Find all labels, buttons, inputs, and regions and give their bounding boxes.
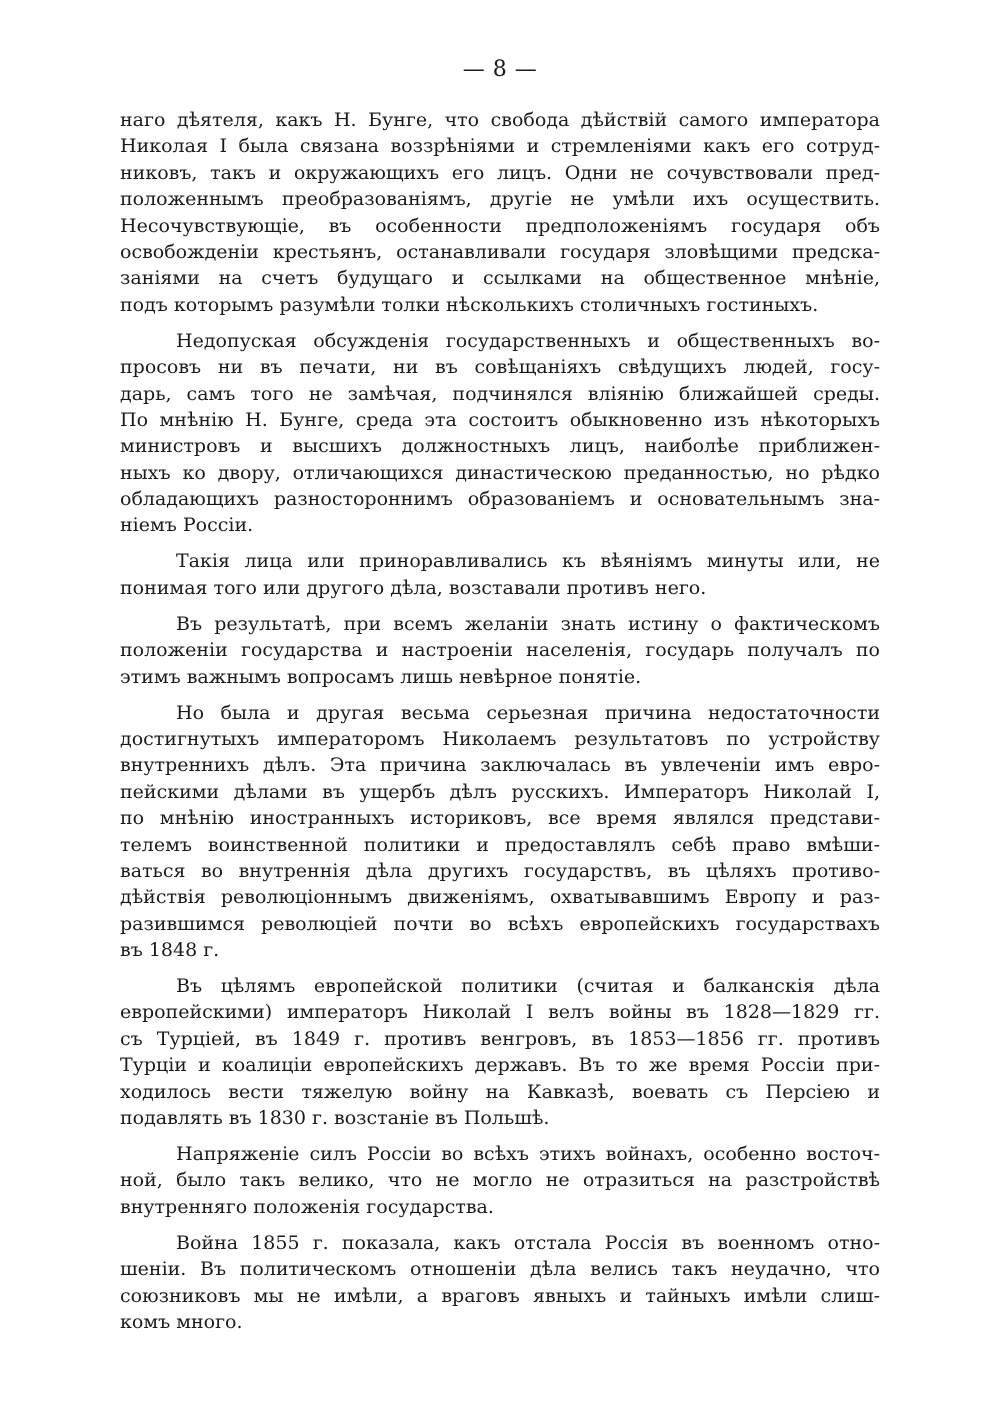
text-line: въ 1848 г. xyxy=(120,939,220,962)
text-line: Война 1855 г. показала, какъ отстала Россія въ военномъ отно- xyxy=(176,1231,880,1254)
text-line: по мнѣнію иностранныхъ историковъ, все время являлся представи- xyxy=(120,807,880,830)
text-line: просовъ ни въ печати, ни въ совѣщаніяхъ свѣдущихъ людей, госу- xyxy=(120,356,880,379)
paragraph xyxy=(120,548,880,601)
text-line: ходилось вести тяжелую войну на Кавказѣ, воевать съ Персіею и xyxy=(120,1080,880,1103)
text-line: подавлять въ 1830 г. возстаніе въ Польшѣ. xyxy=(120,1107,550,1130)
text-line: комъ много. xyxy=(120,1310,243,1333)
text-line: дарь, самъ того не замѣчая, подчинялся вліянію ближайшей среды. xyxy=(120,382,880,405)
text-line: никовъ, такъ и окружающихъ его лицъ. Одни не сочувствовали пред- xyxy=(120,161,880,184)
text-line: этимъ важнымъ вопросамъ лишь невѣрное понятіе. xyxy=(120,665,642,688)
text-line: Несочувствующіе, въ особенности предположеніямъ государя объ xyxy=(120,214,880,237)
paragraph xyxy=(120,1141,880,1220)
text-line: дѣйствія революціоннымъ движеніямъ, охватывавшимъ Европу и раз- xyxy=(120,886,880,909)
paragraph xyxy=(120,328,880,539)
text-line: пейскими дѣлами въ ущербъ дѣлъ русскихъ. Императоръ Николай I, xyxy=(120,780,880,803)
text-line: Николая I была связана воззрѣніями и стремленіями какъ его сотруд- xyxy=(120,135,880,158)
text-line: освобожденіи крестьянъ, останавливали государя зловѣщими предска- xyxy=(120,240,880,263)
text-line: положеннымъ преобразованіямъ, другіе не умѣли ихъ осуществить. xyxy=(120,188,880,211)
text-line: ной, было такъ велико, что не могло не отразиться на разстройствѣ xyxy=(120,1169,880,1192)
text-line: понимая того или другого дѣла, возставали противъ него. xyxy=(120,576,707,599)
text-line: Напряженіе силъ Россіи во всѣхъ этихъ войнахъ, особенно восточ- xyxy=(176,1143,880,1166)
paragraph xyxy=(120,700,880,964)
text-line: подъ которымъ разумѣли толки нѣсколькихъ столичныхъ гостиныхъ. xyxy=(120,293,819,316)
text-line: Но была и другая весьма серьезная причина недостаточности xyxy=(176,701,880,724)
text-line: По мнѣнію Н. Бунге, среда эта состоитъ обыкновенно изъ нѣкоторыхъ xyxy=(120,408,880,431)
text-line: Турціи и коалиціи европейскихъ державъ. Въ то же время Россіи при- xyxy=(120,1054,880,1077)
text-line: шеніи. Въ политическомъ отношеніи дѣла велись такъ неудачно, что xyxy=(120,1258,880,1281)
text-line: телемъ воинственной политики и предоставлялъ себѣ право вмѣши- xyxy=(120,833,880,856)
text-line: Въ цѣлямъ европейской политики (считая и балканскія дѣла xyxy=(176,975,880,998)
paragraph xyxy=(120,1230,880,1336)
page-number: — 8 — xyxy=(462,57,538,82)
paragraph xyxy=(120,973,880,1131)
text-line: внутренняго положенія государства. xyxy=(120,1195,494,1218)
text-line: Въ результатѣ, при всемъ желаніи знать истину о фактическомъ xyxy=(176,612,880,635)
text-line: заніями на счетъ будущаго и ссылками на общественное мнѣніе, xyxy=(120,267,880,290)
text-line: ніемъ Россіи. xyxy=(120,514,254,537)
body-text xyxy=(120,107,880,1335)
paragraph xyxy=(120,611,880,690)
text-line: внутреннихъ дѣлъ. Эта причина заключалась въ увлеченіи имъ евро- xyxy=(120,754,880,777)
text-line: положеніи государства и настроеніи населенія, государь получалъ по xyxy=(120,639,880,662)
text-line: Недопуская обсужденія государственныхъ и общественныхъ во- xyxy=(176,329,880,352)
text-line: наго дѣятеля, какъ Н. Бунге, что свобода дѣйствій самого императора xyxy=(120,109,880,131)
text-line: ваться во внутреннія дѣла другихъ государствъ, въ цѣляхъ противо- xyxy=(120,859,880,882)
text-line: ныхъ ко двору, отличающихся династическою преданностью, но рѣдко xyxy=(120,461,880,484)
text-line: союзниковъ мы не имѣли, а враговъ явныхъ и тайныхъ имѣли слиш- xyxy=(120,1284,880,1307)
text-line: обладающихъ разностороннимъ образованіемъ и основательнымъ зна- xyxy=(120,488,880,511)
text-line: разившимся революціей почти во всѣхъ европейскихъ государствахъ xyxy=(120,912,880,935)
text-line: европейскими) императоръ Николай I велъ войны въ 1828—1829 гг. xyxy=(120,1001,880,1024)
text-line: Такія лица или приноравливались къ вѣяніямъ минуты или, не xyxy=(176,550,880,573)
text-line: съ Турціей, въ 1849 г. противъ венгровъ, въ 1853—1856 гг. противъ xyxy=(120,1027,880,1050)
text-line: достигнутыхъ императоромъ Николаемъ результатовъ по устройству xyxy=(120,727,880,750)
text-line: министровъ и высшихъ должностныхъ лицъ, наиболѣе приближен- xyxy=(120,435,880,458)
paragraph xyxy=(120,107,880,318)
